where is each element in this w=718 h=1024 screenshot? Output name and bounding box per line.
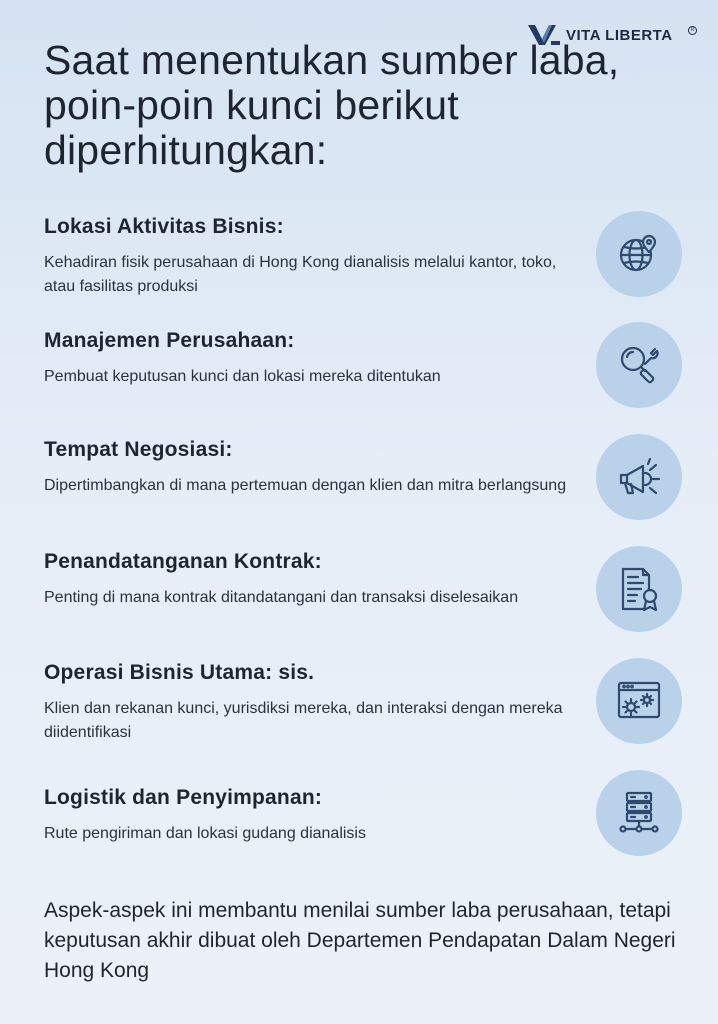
globe-location-icon: [596, 211, 682, 297]
magnifier-wrench-icon: [596, 322, 682, 408]
certificate-icon: [596, 546, 682, 632]
registered-mark-icon: R: [688, 26, 697, 35]
item-description: Penting di mana kontrak ditandatangani dan transaksi diselesaikan: [44, 589, 519, 606]
item-description: Kehadiran fisik perusahaan di Hong Kong dianalisis melalui kantor, toko, atau fasilitas produksi: [44, 254, 557, 295]
footer-note: Aspek-aspek ini membantu menilai sumber laba perusahaan, tetapi keputusan akhir dibuat oleh Departemen Pendapatan Dalam Negeri Hong Kong: [44, 899, 676, 982]
item-heading: Logistik dan Penyimpanan:: [44, 786, 323, 809]
item-heading: Penandatanganan Kontrak:: [44, 550, 322, 573]
list-item: [44, 786, 584, 846]
list-item: [44, 329, 584, 389]
list-item: [44, 550, 584, 610]
item-heading: Manajemen Perusahaan:: [44, 329, 295, 352]
item-description: Dipertimbangkan di mana pertemuan dengan klien dan mitra berlangsung: [44, 477, 567, 494]
item-heading: Operasi Bisnis Utama: sis.: [44, 661, 315, 684]
page-title: Saat menentukan sumber laba, poin-poin kunci berikut diperhitungkan:: [44, 37, 620, 173]
item-heading: Lokasi Aktivitas Bisnis:: [44, 215, 284, 238]
item-heading: Tempat Negosiasi:: [44, 438, 233, 461]
list-item: [44, 661, 584, 745]
browser-gears-icon: [596, 658, 682, 744]
list-item: [44, 438, 584, 498]
megaphone-icon: [596, 434, 682, 520]
item-description: Pembuat keputusan kunci dan lokasi mereka ditentukan: [44, 368, 441, 385]
item-description: Klien dan rekanan kunci, yurisdiksi mereka, dan interaksi dengan mereka diidentifikasi: [44, 700, 563, 741]
server-network-icon: [596, 770, 682, 856]
brand-name: VITA LIBERTA: [566, 26, 673, 44]
list-item: [44, 215, 584, 299]
item-description: Rute pengiriman dan lokasi gudang dianalisis: [44, 825, 366, 842]
